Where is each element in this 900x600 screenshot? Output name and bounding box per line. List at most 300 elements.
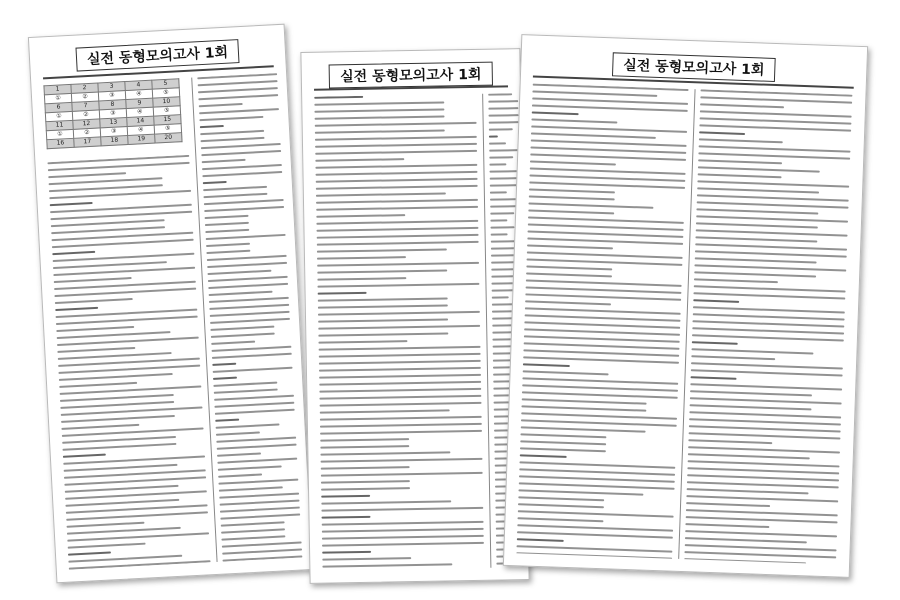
text-line: [529, 174, 685, 181]
text-line: [316, 227, 478, 232]
text-line: [210, 311, 290, 317]
text-line: [322, 563, 452, 567]
text-line: [320, 409, 450, 413]
text-line: [200, 125, 224, 128]
text-line: [213, 377, 237, 380]
text-line: [204, 206, 284, 212]
text-line: [222, 555, 302, 561]
text-line: [200, 137, 264, 142]
text-line: [50, 211, 192, 220]
text-line: [526, 279, 682, 286]
text-line: [519, 468, 675, 475]
text-line: [697, 180, 849, 187]
text-line: [318, 325, 480, 330]
text-line: [698, 152, 850, 159]
text-line: [321, 500, 451, 504]
text-line: [63, 454, 106, 458]
text-line: [688, 460, 840, 467]
text-line: [491, 233, 508, 235]
text-line: [684, 551, 836, 558]
text-line: [63, 455, 205, 464]
text-line: [214, 395, 294, 401]
text-line: [204, 199, 284, 205]
text-line: [524, 328, 680, 335]
text-line: [520, 447, 606, 452]
text-line: [320, 423, 482, 428]
grid-cell: ⑤: [152, 88, 179, 98]
text-line: [531, 139, 687, 146]
text-line: [686, 495, 838, 502]
text-line: [527, 251, 683, 258]
text-line: [322, 557, 411, 561]
text-line: [210, 326, 274, 331]
text-line: [203, 186, 267, 191]
text-line: [319, 374, 481, 379]
text-line: [202, 171, 282, 177]
text-line: [52, 251, 95, 255]
text-line: [321, 480, 410, 484]
text-line: [209, 304, 289, 310]
text-line: [523, 363, 570, 367]
grid-cell: ②: [71, 92, 98, 102]
text-line: [700, 110, 852, 117]
text-line: [516, 552, 672, 558]
text-line: [203, 181, 227, 184]
text-line: [48, 172, 126, 178]
text-column-right: [684, 89, 852, 564]
text-line: [212, 363, 236, 366]
text-line: [65, 485, 179, 493]
text-line: [525, 307, 681, 314]
text-line: [489, 121, 519, 124]
text-line: [53, 267, 195, 276]
text-line: [489, 170, 519, 173]
text-line: [211, 346, 291, 352]
text-line: [685, 530, 837, 537]
text-line: [221, 528, 285, 533]
text-line: [685, 523, 769, 528]
text-line: [691, 362, 843, 369]
text-line: [489, 149, 519, 152]
text-line: [222, 548, 302, 554]
text-line: [216, 437, 296, 443]
text-line: [517, 531, 673, 538]
text-line: [518, 503, 604, 508]
text-line: [209, 291, 273, 296]
text-line: [690, 397, 842, 404]
text-line: [531, 126, 687, 133]
text-line: [316, 214, 405, 218]
text-line: [521, 426, 646, 432]
text-line: [316, 185, 478, 190]
text-line: [314, 108, 444, 112]
text-line: [696, 215, 848, 222]
text-line: [688, 439, 772, 444]
grid-cell: ②: [72, 110, 99, 120]
text-line: [49, 184, 163, 192]
text-line: [490, 219, 507, 221]
text-line: [68, 551, 111, 555]
text-line: [68, 555, 182, 563]
text-line: [206, 234, 286, 240]
text-line: [209, 297, 289, 303]
grid-cell: 6: [45, 102, 72, 112]
text-line: [700, 117, 852, 124]
text-line: [197, 73, 277, 79]
text-line: [322, 521, 484, 526]
text-line: [315, 129, 445, 133]
text-line: [320, 430, 482, 435]
text-line: [685, 537, 807, 543]
text-line: [220, 500, 300, 506]
text-line: [218, 479, 298, 485]
text-line: [219, 493, 299, 499]
grid-cell: 3: [98, 82, 125, 92]
text-line: [318, 332, 448, 336]
text-line: [211, 341, 255, 345]
grid-cell: ③: [100, 127, 127, 137]
text-line: [533, 84, 689, 91]
text-line: [315, 115, 445, 119]
text-line: [58, 365, 200, 374]
text-line: [528, 202, 653, 208]
text-line: [57, 331, 171, 339]
grid-cell: 7: [72, 101, 99, 111]
text-line: [214, 402, 294, 408]
text-line: [699, 145, 851, 152]
text-line: [691, 355, 775, 360]
text-line: [697, 201, 849, 208]
text-line: [317, 262, 479, 267]
text-line: [490, 191, 507, 193]
text-column-left: [47, 155, 210, 570]
text-line: [315, 164, 477, 169]
text-line: [488, 93, 512, 95]
grid-cell: ④: [126, 107, 153, 117]
text-line: [57, 337, 199, 346]
text-line: [217, 458, 297, 464]
text-line: [218, 465, 282, 470]
text-line: [49, 177, 163, 185]
text-line: [217, 444, 297, 450]
text-line: [489, 128, 513, 130]
text-line: [57, 347, 135, 353]
text-line: [319, 353, 481, 358]
text-line: [531, 133, 656, 139]
text-line: [65, 490, 207, 499]
text-line: [320, 438, 409, 442]
text-line: [202, 164, 282, 170]
text-line: [522, 398, 647, 404]
text-line: [53, 261, 167, 269]
text-line: [493, 380, 510, 382]
text-line: [60, 401, 174, 409]
text-line: [529, 181, 685, 188]
text-line: [530, 146, 686, 153]
text-line: [700, 96, 852, 103]
text-line: [517, 538, 564, 542]
text-line: [201, 150, 281, 156]
text-column-left: [314, 94, 484, 571]
text-line: [66, 511, 208, 520]
text-line: [53, 253, 195, 262]
text-line: [320, 445, 409, 449]
text-line: [524, 321, 680, 328]
text-line: [692, 341, 738, 345]
text-line: [51, 219, 165, 227]
text-line: [532, 98, 688, 105]
text-line: [489, 142, 506, 144]
text-line: [62, 443, 176, 451]
text-line: [518, 510, 674, 517]
text-line: [519, 482, 675, 489]
text-line: [529, 195, 615, 200]
text-line: [215, 409, 295, 415]
text-line: [695, 236, 817, 242]
text-line: [321, 472, 483, 477]
answer-sheet-page-1: [28, 24, 313, 584]
text-line: [210, 318, 290, 324]
text-line: [205, 222, 249, 226]
text-line: [317, 277, 406, 281]
text-line: [489, 156, 513, 158]
grid-cell: ①: [45, 111, 72, 121]
text-line: [315, 150, 477, 155]
grid-cell: ⑤: [153, 106, 180, 116]
grid-cell: 8: [99, 100, 126, 110]
text-line: [319, 360, 481, 365]
text-line: [531, 119, 617, 124]
text-line: [316, 178, 478, 183]
text-line: [321, 458, 483, 463]
text-line: [523, 349, 679, 356]
text-line: [315, 158, 404, 162]
text-line: [519, 461, 675, 468]
text-line: [524, 335, 680, 342]
text-line: [321, 507, 483, 512]
text-line: [321, 516, 370, 519]
text-line: [691, 348, 813, 354]
text-line: [317, 241, 479, 246]
text-line: [205, 215, 249, 219]
text-line: [693, 306, 845, 313]
text-line: [530, 160, 616, 165]
text-line: [61, 424, 139, 430]
text-line: [517, 524, 673, 531]
text-line: [201, 143, 281, 149]
text-line: [528, 223, 684, 230]
text-line: [689, 432, 841, 439]
text-line: [532, 105, 688, 112]
text-line: [62, 427, 204, 436]
text-line: [68, 543, 146, 549]
text-line: [489, 136, 498, 138]
text-line: [60, 385, 202, 394]
text-line: [217, 452, 261, 456]
text-line: [688, 446, 840, 453]
text-line: [318, 311, 480, 316]
text-line: [64, 476, 206, 485]
text-line: [56, 326, 134, 332]
text-line: [320, 402, 482, 407]
answer-grid: [43, 78, 182, 149]
text-line: [526, 258, 682, 265]
text-line: [315, 143, 477, 148]
text-line: [693, 313, 845, 320]
text-line: [59, 382, 137, 388]
text-line: [527, 244, 613, 249]
text-line: [216, 423, 280, 428]
text-line: [687, 467, 839, 474]
text-line: [699, 131, 745, 135]
text-line: [697, 194, 849, 201]
text-line: [688, 453, 810, 459]
text-line: [322, 542, 484, 547]
text-line: [526, 265, 612, 270]
text-line: [698, 173, 782, 178]
text-line: [694, 285, 846, 292]
text-line: [317, 283, 479, 288]
text-line: [524, 342, 680, 349]
grid-cell: ①: [44, 93, 71, 103]
text-line: [686, 509, 838, 516]
text-line: [699, 138, 783, 143]
grid-cell: 17: [74, 137, 101, 147]
text-line: [211, 333, 275, 338]
text-line: [199, 116, 263, 121]
grid-cell: 16: [47, 138, 74, 148]
grid-cell: 12: [73, 119, 100, 129]
answer-sheet-page-3: [503, 34, 868, 578]
text-line: [207, 262, 287, 268]
text-line: [67, 532, 209, 541]
text-line: [316, 192, 446, 196]
text-line: [314, 101, 444, 105]
text-line: [521, 405, 646, 411]
text-line: [55, 307, 98, 311]
text-line: [695, 257, 817, 263]
grid-cell: ④: [127, 125, 154, 135]
text-line: [532, 112, 579, 116]
text-line: [318, 318, 448, 322]
text-line: [198, 94, 278, 100]
text-line: [62, 436, 176, 444]
text-line: [66, 522, 144, 528]
text-line: [322, 551, 371, 554]
text-line: [698, 159, 782, 164]
text-line: [695, 250, 847, 257]
text-line: [221, 521, 285, 526]
text-line: [218, 473, 262, 477]
text-line: [318, 297, 448, 301]
text-line: [697, 187, 819, 193]
text-line: [687, 474, 839, 481]
text-line: [490, 212, 514, 214]
text-line: [67, 527, 181, 535]
text-line: [690, 383, 842, 390]
text-line: [213, 382, 277, 387]
text-line: [518, 496, 604, 501]
text-line: [208, 283, 288, 289]
text-line: [694, 264, 846, 271]
text-line: [316, 199, 478, 204]
text-line: [315, 122, 477, 127]
text-line: [321, 495, 370, 498]
text-line: [692, 327, 844, 334]
text-line: [700, 103, 784, 108]
text-line: [208, 276, 288, 282]
text-line: [525, 293, 681, 300]
grid-cell: ③: [98, 91, 125, 101]
text-line: [492, 296, 509, 298]
text-line: [693, 299, 739, 303]
text-line: [694, 278, 778, 283]
text-line: [530, 153, 686, 160]
grid-cell: 4: [125, 80, 152, 90]
grid-cell: 14: [127, 116, 154, 126]
text-line: [687, 488, 809, 494]
grid-cell: 1: [44, 84, 71, 94]
grid-cell: 2: [71, 83, 98, 93]
text-line: [517, 517, 603, 522]
text-line: [202, 159, 246, 163]
text-line: [488, 100, 518, 103]
text-line: [320, 416, 482, 421]
text-line: [49, 190, 191, 199]
text-line: [54, 288, 196, 297]
text-line: [219, 486, 283, 491]
text-line: [54, 277, 132, 283]
text-line: [198, 87, 278, 93]
page-title: 실전 동형모의고사 1회: [302, 61, 520, 89]
text-line: [206, 250, 250, 254]
text-line: [316, 220, 478, 225]
text-line: [205, 229, 249, 233]
text-line: [50, 202, 93, 206]
text-line: [318, 340, 407, 344]
text-line: [60, 394, 174, 402]
text-line: [490, 177, 520, 180]
text-line: [520, 433, 606, 438]
text-line: [528, 216, 684, 223]
text-line: [207, 255, 287, 261]
text-line: [213, 367, 293, 373]
grid-cell: 5: [152, 79, 179, 89]
text-line: [530, 167, 686, 174]
text-line: [684, 558, 806, 564]
text-line: [521, 419, 677, 426]
text-line: [59, 373, 173, 381]
text-line: [214, 389, 278, 394]
text-line: [69, 560, 211, 569]
text-line: [319, 381, 481, 386]
text-line: [693, 292, 845, 299]
grid-cell: 18: [101, 136, 128, 146]
text-line: [690, 390, 812, 396]
text-line: [532, 91, 657, 97]
grid-cell: 19: [128, 134, 155, 144]
text-line: [215, 419, 239, 422]
text-line: [521, 412, 677, 419]
text-line: [318, 292, 367, 295]
text-line: [689, 425, 841, 432]
text-line: [319, 388, 481, 393]
text-line: [318, 304, 448, 308]
text-line: [316, 171, 478, 176]
text-line: [207, 270, 271, 275]
text-line: [522, 391, 678, 398]
text-line: [526, 286, 682, 293]
